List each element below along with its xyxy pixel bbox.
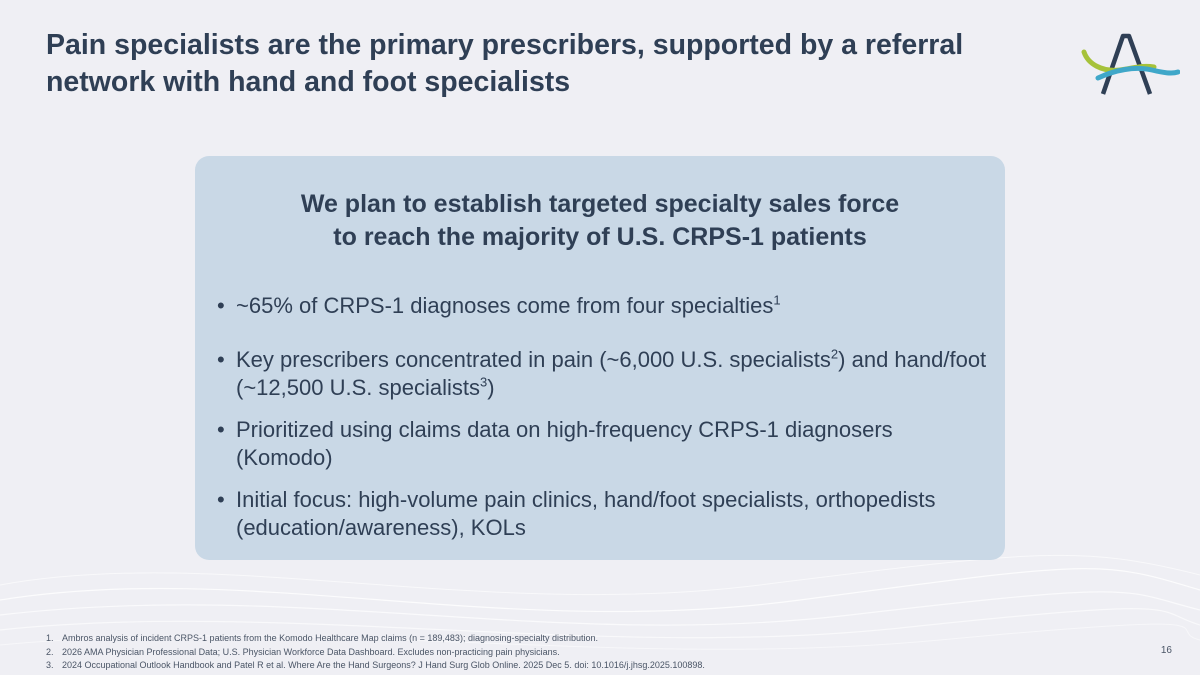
bullet-text: ~65% of CRPS-1 diagnoses come from four specialties <box>236 293 774 318</box>
bullet-list <box>217 292 987 542</box>
panel-heading-line2: to reach the majority of U.S. CRPS-1 patients <box>333 223 867 251</box>
footnote-ref: 2 <box>830 346 839 362</box>
footnotes <box>46 632 1046 673</box>
sales-strategy-panel <box>195 156 1005 560</box>
page-number: 16 <box>1160 645 1172 656</box>
footnote-ref: 1 <box>773 292 781 308</box>
panel-heading <box>195 188 1005 254</box>
slide-title: Pain specialists are the primary prescribers, supported by a referral network with hand and foot specialists <box>46 29 964 98</box>
panel-heading-line1: We plan to establish targeted specialty sales force <box>300 190 900 218</box>
footnote <box>46 659 1046 673</box>
bullet-text-part: Key prescribers concentrated in pain (~6,000 U.S. specialists <box>236 347 831 372</box>
bullet-marker: • <box>217 487 225 512</box>
bullet-marker: • <box>217 417 225 442</box>
bullet-text: Prioritized using claims data on high-frequency CRPS-1 diagnosers (Komodo) <box>236 417 893 470</box>
footnote-number: 2. <box>46 646 54 657</box>
footnote-ref: 3 <box>479 374 488 390</box>
footnote <box>46 632 1046 646</box>
bullet-item <box>217 292 987 320</box>
footnote-text: 2026 AMA Physician Professional Data; U.S. Physician Workforce Data Dashboard. Excludes non-practicing pain physicians. <box>62 646 560 657</box>
footnote-number: 3. <box>46 660 54 670</box>
bullet-text-part: ) <box>487 375 495 400</box>
bullet-item <box>217 346 987 402</box>
bullet-item <box>217 486 987 542</box>
bullet-marker: • <box>217 347 225 372</box>
footnote-text: 2024 Occupational Outlook Handbook and Patel R et al. Where Are the Hand Surgeons? J Hand Surg Glob Online. 2025 Dec 5. doi: 10.1016/j.jhsg.2025.100898. <box>62 660 705 670</box>
bullet-text-part: ) and hand/foot (~12,500 U.S. specialists <box>236 347 987 400</box>
ambros-a-logo-icon <box>1080 32 1180 98</box>
footnote-number: 1. <box>46 633 54 643</box>
footnote-text: Ambros analysis of incident CRPS-1 patients from the Komodo Healthcare Map claims (n = 189,483); diagnosing-specialty distribution. <box>62 633 599 643</box>
bullet-item <box>217 416 987 472</box>
bullet-text: Initial focus: high-volume pain clinics, hand/foot specialists, orthopedists (education/awareness), KOLs <box>236 487 936 540</box>
bullet-marker: • <box>217 293 225 318</box>
footnote <box>46 646 1046 660</box>
